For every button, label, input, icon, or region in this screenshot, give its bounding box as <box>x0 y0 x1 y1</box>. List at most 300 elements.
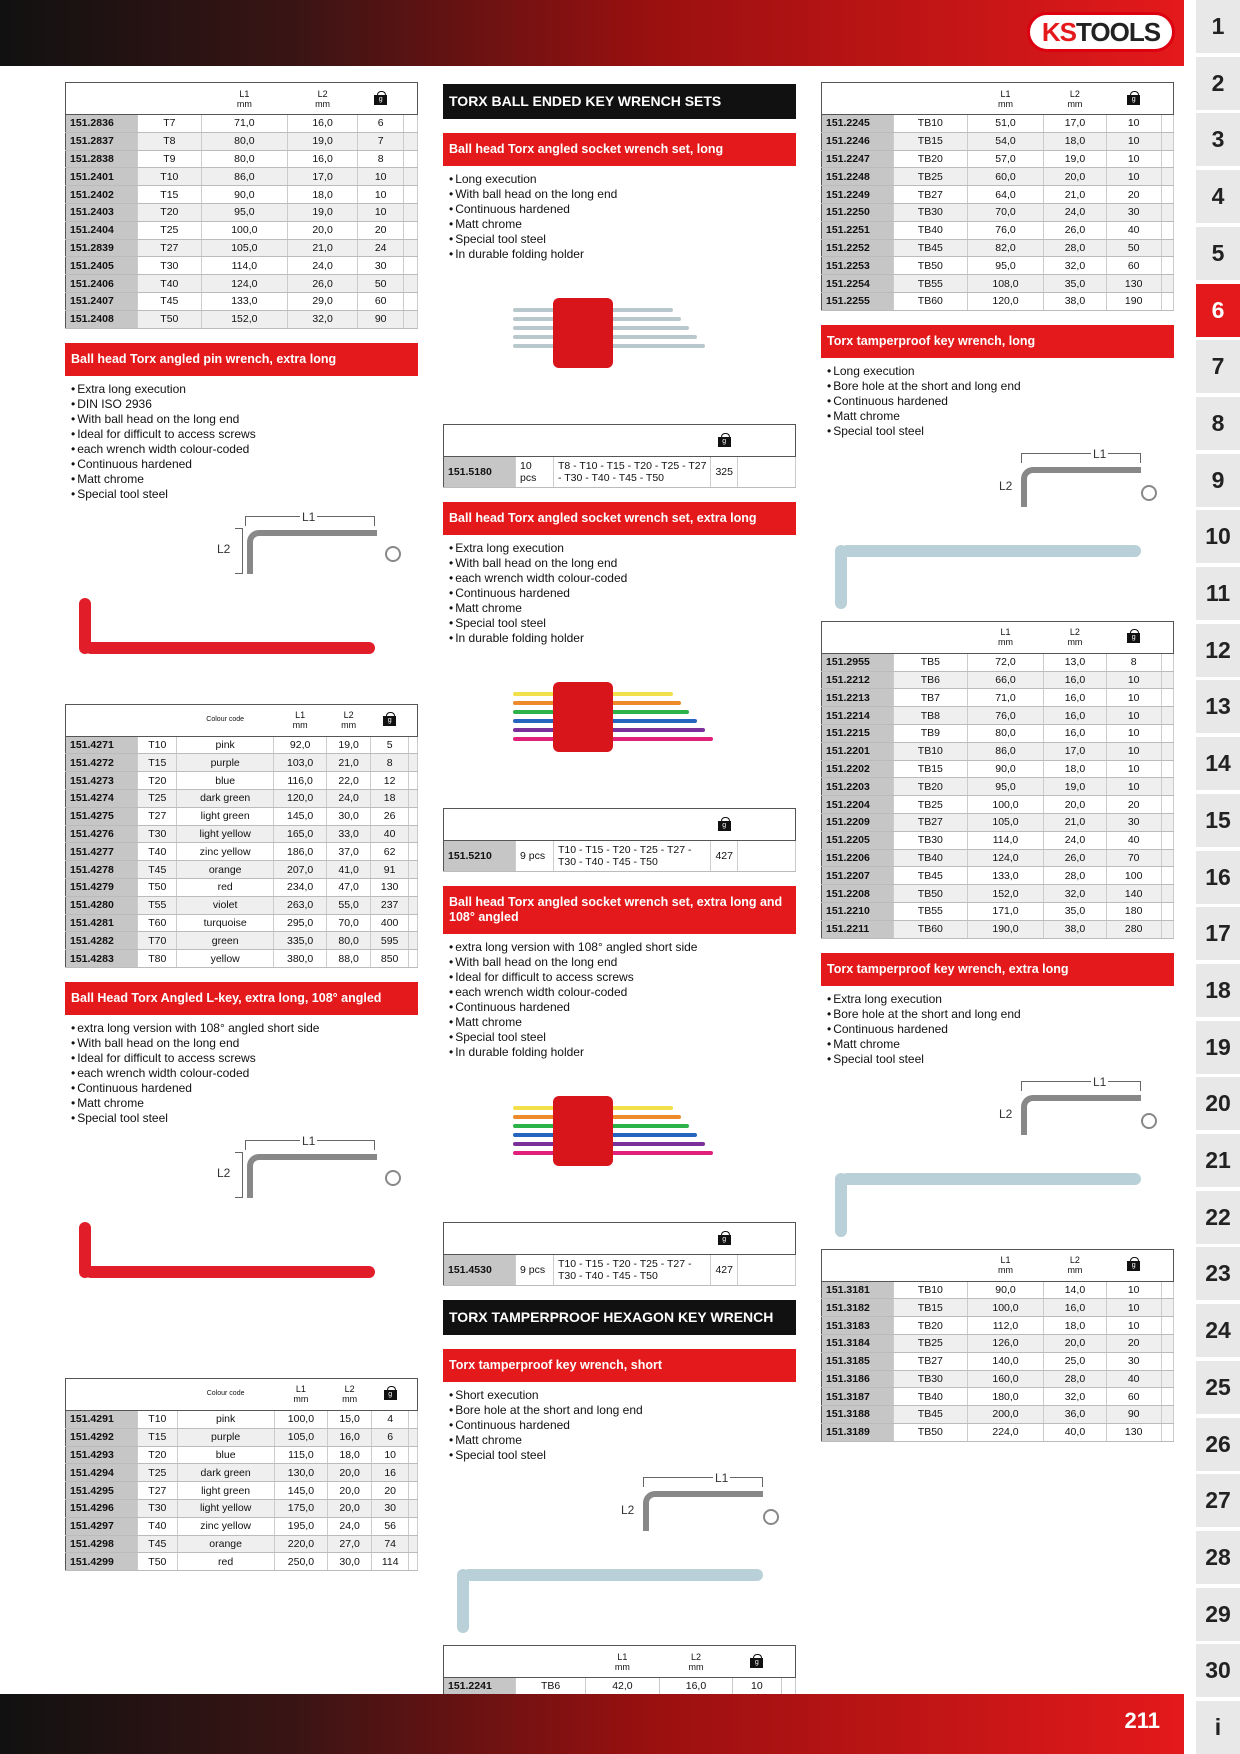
cell: 427 <box>711 1255 738 1286</box>
table-row <box>66 754 418 772</box>
cell: TB40 <box>894 221 968 239</box>
cell: T20 <box>138 772 177 790</box>
article-number: 151.4279 <box>66 878 138 896</box>
cell: 60 <box>358 292 404 310</box>
cell: T40 <box>138 275 202 293</box>
article-number: 151.2248 <box>822 168 894 186</box>
blank-header <box>894 1249 968 1281</box>
blank-header <box>554 809 711 841</box>
table-header-row <box>822 1249 1174 1281</box>
cell: 16,0 <box>1044 689 1106 707</box>
feature-item: • DIN ISO 2936 <box>71 397 418 412</box>
chapter-tab-17[interactable]: 17 <box>1196 907 1240 960</box>
table-row <box>66 292 418 310</box>
cell: 24,0 <box>1044 831 1106 849</box>
cell-empty <box>1161 1423 1173 1441</box>
cell: 116,0 <box>273 772 327 790</box>
cell-empty <box>404 132 418 150</box>
cell: 88,0 <box>327 950 371 968</box>
torx-profile-icon <box>385 1170 401 1186</box>
chapter-tab-20[interactable]: 20 <box>1196 1077 1240 1130</box>
feature-item: • Continuous hardened <box>827 394 1174 409</box>
cell: TB10 <box>894 1281 968 1299</box>
set-table <box>443 424 796 488</box>
cell-empty <box>1161 1299 1173 1317</box>
column-1 <box>65 82 418 1579</box>
table-row <box>66 1446 418 1464</box>
cell: 17,0 <box>287 168 357 186</box>
table-row <box>66 1428 418 1446</box>
cell: 37,0 <box>327 843 371 861</box>
section-heading: TORX TAMPERPROOF HEXAGON KEY WRENCH <box>443 1300 796 1335</box>
article-number: 151.3189 <box>822 1423 894 1441</box>
weight-header <box>711 1223 738 1255</box>
table-row <box>822 203 1174 221</box>
cell: T25 <box>138 1464 178 1482</box>
feature-item: • Long execution <box>827 364 1174 379</box>
cell: 86,0 <box>967 742 1044 760</box>
cell: T27 <box>138 1482 178 1500</box>
cell: light yellow <box>177 1499 274 1517</box>
chapter-tab-25[interactable]: 25 <box>1196 1361 1240 1414</box>
cell-empty <box>404 150 418 168</box>
chapter-tab-13[interactable]: 13 <box>1196 680 1240 733</box>
blank-header <box>409 1378 418 1410</box>
article-number: 151.3187 <box>822 1388 894 1406</box>
cell: 90 <box>1106 1406 1161 1424</box>
table-row <box>822 671 1174 689</box>
chapter-tab-6[interactable]: 6 <box>1196 284 1240 337</box>
cell-empty <box>409 1499 418 1517</box>
article-number: 151.2205 <box>822 831 894 849</box>
cell: 60,0 <box>967 168 1044 186</box>
table-row <box>822 115 1174 133</box>
weight-icon <box>1127 629 1140 643</box>
cell: 36,0 <box>1044 1406 1106 1424</box>
article-number: 151.4282 <box>66 932 138 950</box>
table-row <box>66 950 418 968</box>
colour-label: Colour code <box>206 716 245 724</box>
cell-empty <box>409 1517 418 1535</box>
cell: TB20 <box>894 778 968 796</box>
cell: 74 <box>372 1535 409 1553</box>
feature-item: • each wrench width colour-coded <box>449 985 796 1000</box>
cell: 20,0 <box>1044 796 1106 814</box>
blank-header <box>66 704 138 736</box>
blank-header <box>738 809 796 841</box>
feature-item: • In durable folding holder <box>449 247 796 262</box>
chapter-tab-2[interactable]: 2 <box>1196 57 1240 110</box>
feature-item: • each wrench width colour-coded <box>71 1066 418 1081</box>
chapter-tab-28[interactable]: 28 <box>1196 1531 1240 1584</box>
table-row <box>66 1553 418 1571</box>
chapter-tab-26[interactable]: 26 <box>1196 1418 1240 1471</box>
cell: 38,0 <box>1044 920 1106 938</box>
cell: T30 <box>138 825 177 843</box>
article-number: 151.4297 <box>66 1517 138 1535</box>
product-image <box>443 1469 796 1639</box>
blank-header <box>516 809 554 841</box>
article-number: 151.2247 <box>822 150 894 168</box>
cell: 50 <box>358 275 404 293</box>
cell: 16,0 <box>1044 1299 1106 1317</box>
article-number: 151.2241 <box>444 1678 516 1696</box>
weight-icon <box>374 91 387 105</box>
blank-header <box>138 1378 178 1410</box>
cell: 82,0 <box>967 239 1044 257</box>
cell: 18,0 <box>287 186 357 204</box>
cell: T15 <box>138 754 177 772</box>
cell: 17,0 <box>1044 115 1106 133</box>
cell: 16,0 <box>659 1678 733 1696</box>
column-2 <box>443 70 796 1754</box>
cell: T8 - T10 - T15 - T20 - T25 - T27 - T30 - T40 - T45 - T50 <box>554 457 711 488</box>
article-number: 151.4275 <box>66 807 138 825</box>
cell: 95,0 <box>201 203 287 221</box>
cell: TB27 <box>894 813 968 831</box>
cell: T7 <box>138 115 202 133</box>
mm-label: mm <box>292 720 308 731</box>
feature-item: • each wrench width colour-coded <box>449 571 796 586</box>
cell: T25 <box>138 221 202 239</box>
cell: TB60 <box>894 920 968 938</box>
cell: 80,0 <box>967 724 1044 742</box>
weight-icon <box>718 433 731 447</box>
cell: 16,0 <box>1044 671 1106 689</box>
table-row <box>822 724 1174 742</box>
article-number: 151.3182 <box>822 1299 894 1317</box>
l2-label: L2 <box>317 88 328 99</box>
chapter-tab-11[interactable]: 11 <box>1196 567 1240 620</box>
cell: 22,0 <box>327 772 371 790</box>
blank-header <box>66 1378 138 1410</box>
cell-empty <box>409 914 418 932</box>
cell-empty <box>1161 831 1173 849</box>
table-row <box>822 902 1174 920</box>
table-row <box>822 150 1174 168</box>
chapter-tab-18[interactable]: 18 <box>1196 964 1240 1017</box>
table-row <box>66 1410 418 1428</box>
product-image <box>443 1066 796 1216</box>
feature-list <box>443 934 796 1060</box>
cell: TB15 <box>894 760 968 778</box>
article-number: 151.4274 <box>66 789 138 807</box>
cell: T60 <box>138 914 177 932</box>
cell: 10 <box>1106 742 1161 760</box>
feature-item: • Bore hole at the short and long end <box>449 1403 796 1418</box>
section-title: Ball head Torx angled socket wrench set, long <box>443 133 796 166</box>
article-number: 151.5180 <box>444 457 516 488</box>
table-header-row <box>66 1378 418 1410</box>
cell: 200,0 <box>967 1406 1044 1424</box>
feature-item: • Special tool steel <box>827 424 1174 439</box>
cell: TB20 <box>894 1317 968 1335</box>
cell-empty <box>409 772 418 790</box>
feature-item: • Special tool steel <box>449 1030 796 1045</box>
article-number: 151.2206 <box>822 849 894 867</box>
cell: 6 <box>358 115 404 133</box>
cell: 24,0 <box>1044 203 1106 221</box>
cell: 30,0 <box>327 807 371 825</box>
article-number: 151.4291 <box>66 1410 138 1428</box>
blank-header <box>1161 83 1173 115</box>
cell: TB45 <box>894 1406 968 1424</box>
chapter-tab-27[interactable]: 27 <box>1196 1474 1240 1527</box>
cell: 10 pcs <box>516 457 554 488</box>
torx-profile-icon <box>763 1509 779 1525</box>
brand-logo: KS TOOLS <box>1027 12 1175 52</box>
feature-item: • extra long version with 108° angled short side <box>449 940 796 955</box>
l1-label: L1 <box>1000 1255 1011 1266</box>
article-number: 151.2402 <box>66 186 138 204</box>
feature-item: • Continuous hardened <box>827 1022 1174 1037</box>
feature-item: • Matt chrome <box>71 472 418 487</box>
cell: 165,0 <box>273 825 327 843</box>
l2-label: L2 <box>690 1651 701 1662</box>
cell-empty <box>1161 150 1173 168</box>
table-row <box>822 831 1174 849</box>
feature-item: • extra long version with 108° angled short side <box>71 1021 418 1036</box>
cell: 250,0 <box>274 1553 328 1571</box>
table-row <box>822 186 1174 204</box>
cell: 190 <box>1106 292 1161 310</box>
cell: 26,0 <box>1044 849 1106 867</box>
cell: 10 <box>372 1446 409 1464</box>
feature-item: • Ideal for difficult to access screws <box>71 427 418 442</box>
cell: zinc yellow <box>177 843 273 861</box>
chapter-tab-7[interactable]: 7 <box>1196 340 1240 393</box>
cell: TB5 <box>894 653 968 671</box>
cell: 62 <box>370 843 409 861</box>
feature-item: • With ball head on the long end <box>449 556 796 571</box>
feature-list <box>443 166 796 262</box>
article-number: 151.3183 <box>822 1317 894 1335</box>
cell: 66,0 <box>967 671 1044 689</box>
cell: 224,0 <box>967 1423 1044 1441</box>
cell: 71,0 <box>201 115 287 133</box>
cell-empty <box>404 115 418 133</box>
cell: 10 <box>358 168 404 186</box>
cell: 263,0 <box>273 896 327 914</box>
data-table <box>65 82 418 329</box>
cell: green <box>177 932 273 950</box>
feature-item: • Extra long execution <box>71 382 418 397</box>
chapter-tab-21[interactable]: 21 <box>1196 1134 1240 1187</box>
cell: 10 <box>1106 1317 1161 1335</box>
cell: 10 <box>1106 778 1161 796</box>
table-row <box>444 841 796 872</box>
l2-label: L2 <box>343 710 354 721</box>
chapter-tab-4[interactable]: 4 <box>1196 170 1240 223</box>
chapter-tab-19[interactable]: 19 <box>1196 1021 1240 1074</box>
dimension-l2: L2 <box>217 541 231 556</box>
table-row <box>822 742 1174 760</box>
section-title: Torx tamperproof key wrench, long <box>821 325 1174 358</box>
article-number: 151.2405 <box>66 257 138 275</box>
cell-empty <box>1161 742 1173 760</box>
cell: 140 <box>1106 885 1161 903</box>
article-number: 151.2204 <box>822 796 894 814</box>
article-number: 151.2406 <box>66 275 138 293</box>
table-row <box>66 807 418 825</box>
cell: zinc yellow <box>177 1517 274 1535</box>
colour-header <box>177 704 273 736</box>
cell-empty <box>409 789 418 807</box>
cell: 234,0 <box>273 878 327 896</box>
cell: 17,0 <box>1044 742 1106 760</box>
feature-item: • Continuous hardened <box>449 202 796 217</box>
table-row <box>822 1281 1174 1299</box>
table-row <box>66 310 418 328</box>
chapter-tab-10[interactable]: 10 <box>1196 510 1240 563</box>
cell: 186,0 <box>273 843 327 861</box>
feature-item: • With ball head on the long end <box>71 1036 418 1051</box>
cell-empty <box>1161 867 1173 885</box>
colour-header <box>177 1378 274 1410</box>
article-number: 151.4271 <box>66 736 138 754</box>
cell: TB7 <box>894 689 968 707</box>
cell: T27 <box>138 807 177 825</box>
cell: 114,0 <box>201 257 287 275</box>
chapter-tab-5[interactable]: 5 <box>1196 227 1240 280</box>
feature-list <box>443 1382 796 1463</box>
cell: 92,0 <box>273 736 327 754</box>
cell: T15 <box>138 1428 178 1446</box>
feature-item: • With ball head on the long end <box>449 187 796 202</box>
table-row <box>66 221 418 239</box>
table-row <box>822 778 1174 796</box>
chapter-tab-24[interactable]: 24 <box>1196 1304 1240 1357</box>
cell: 133,0 <box>201 292 287 310</box>
chapter-tab-3[interactable]: 3 <box>1196 113 1240 166</box>
l1-label: L1 <box>1000 88 1011 99</box>
cell-empty <box>409 736 418 754</box>
cell-empty <box>1161 707 1173 725</box>
article-number: 151.5210 <box>444 841 516 872</box>
l1-label: L1 <box>1000 627 1011 638</box>
cell-empty <box>781 1678 796 1696</box>
cell: 8 <box>1106 653 1161 671</box>
cell: T8 <box>138 132 202 150</box>
chapter-tab-22[interactable]: 22 <box>1196 1191 1240 1244</box>
table-header-row <box>444 1223 796 1255</box>
cell: 30 <box>1106 813 1161 831</box>
table-row <box>66 115 418 133</box>
chapter-tab-29[interactable]: 29 <box>1196 1588 1240 1641</box>
cell-empty <box>738 1255 796 1286</box>
blank-header <box>894 83 968 115</box>
section-title: Torx tamperproof key wrench, extra long <box>821 953 1174 986</box>
cell: 30,0 <box>328 1553 372 1571</box>
chapter-tab-16[interactable]: 16 <box>1196 851 1240 904</box>
chapter-tab-1[interactable]: 1 <box>1196 0 1240 53</box>
cell-empty <box>1161 796 1173 814</box>
cell-empty <box>404 221 418 239</box>
feature-item: • In durable folding holder <box>449 1045 796 1060</box>
table-row <box>66 168 418 186</box>
cell: T25 <box>138 789 177 807</box>
feature-item: • Long execution <box>449 172 796 187</box>
cell: 76,0 <box>967 707 1044 725</box>
table-header-row <box>822 621 1174 653</box>
dimension-l1: L1 <box>302 1133 316 1148</box>
cell: 80,0 <box>201 150 287 168</box>
cell: 325 <box>711 457 738 488</box>
dimension-l1: L1 <box>302 509 316 524</box>
chapter-tab-i[interactable]: i <box>1196 1701 1240 1754</box>
cell: 16,0 <box>328 1428 372 1446</box>
cell: 28,0 <box>1044 867 1106 885</box>
article-number: 151.2207 <box>822 867 894 885</box>
cell: 152,0 <box>201 310 287 328</box>
chapter-tab-8[interactable]: 8 <box>1196 397 1240 450</box>
table-row <box>66 861 418 879</box>
article-number: 151.2245 <box>822 115 894 133</box>
cell: orange <box>177 861 273 879</box>
dimension-l2: L2 <box>621 1503 635 1517</box>
weight-header <box>1106 621 1161 653</box>
cell-empty <box>404 310 418 328</box>
feature-item: • Matt chrome <box>71 1096 418 1111</box>
cell: 114 <box>372 1553 409 1571</box>
article-number: 151.2251 <box>822 221 894 239</box>
table-row <box>66 1464 418 1482</box>
table-row <box>66 896 418 914</box>
chapter-tab-12[interactable]: 12 <box>1196 624 1240 677</box>
key-drawing <box>1021 1095 1141 1135</box>
blank-header <box>738 425 796 457</box>
chapter-tab-30[interactable]: 30 <box>1196 1644 1240 1697</box>
feature-item: • Bore hole at the short and long end <box>827 379 1174 394</box>
table-row <box>822 1388 1174 1406</box>
article-number: 151.4277 <box>66 843 138 861</box>
cell: TB9 <box>894 724 968 742</box>
cell: T50 <box>138 310 202 328</box>
feature-item: • Ideal for difficult to access screws <box>449 970 796 985</box>
cell: 90 <box>358 310 404 328</box>
section-title: Torx tamperproof key wrench, short <box>443 1349 796 1382</box>
cell: 40,0 <box>1044 1423 1106 1441</box>
blank-header <box>1161 1249 1173 1281</box>
cell: 19,0 <box>287 132 357 150</box>
cell: 57,0 <box>967 150 1044 168</box>
table-row <box>66 275 418 293</box>
cell: 19,0 <box>1044 778 1106 796</box>
feature-item: • Continuous hardened <box>449 1000 796 1015</box>
chapter-tab-23[interactable]: 23 <box>1196 1247 1240 1300</box>
feature-item: • Matt chrome <box>827 409 1174 424</box>
cell-empty <box>1161 1388 1173 1406</box>
cell-empty <box>1161 1334 1173 1352</box>
chapter-tab-9[interactable]: 9 <box>1196 454 1240 507</box>
chapter-tab-15[interactable]: 15 <box>1196 794 1240 847</box>
article-number: 151.2401 <box>66 168 138 186</box>
article-number: 151.4530 <box>444 1255 516 1286</box>
table-row <box>66 736 418 754</box>
chapter-tab-14[interactable]: 14 <box>1196 737 1240 790</box>
cell: TB30 <box>894 203 968 221</box>
cell: 60 <box>1106 257 1161 275</box>
mm-label: mm <box>688 1661 704 1672</box>
cell-empty <box>409 1553 418 1571</box>
article-number: 151.2201 <box>822 742 894 760</box>
cell: 207,0 <box>273 861 327 879</box>
dimension-l1: L1 <box>715 1471 729 1485</box>
wrench-rod <box>513 737 713 741</box>
table-row <box>444 1255 796 1286</box>
cell: 30 <box>358 257 404 275</box>
cell: TB30 <box>894 831 968 849</box>
